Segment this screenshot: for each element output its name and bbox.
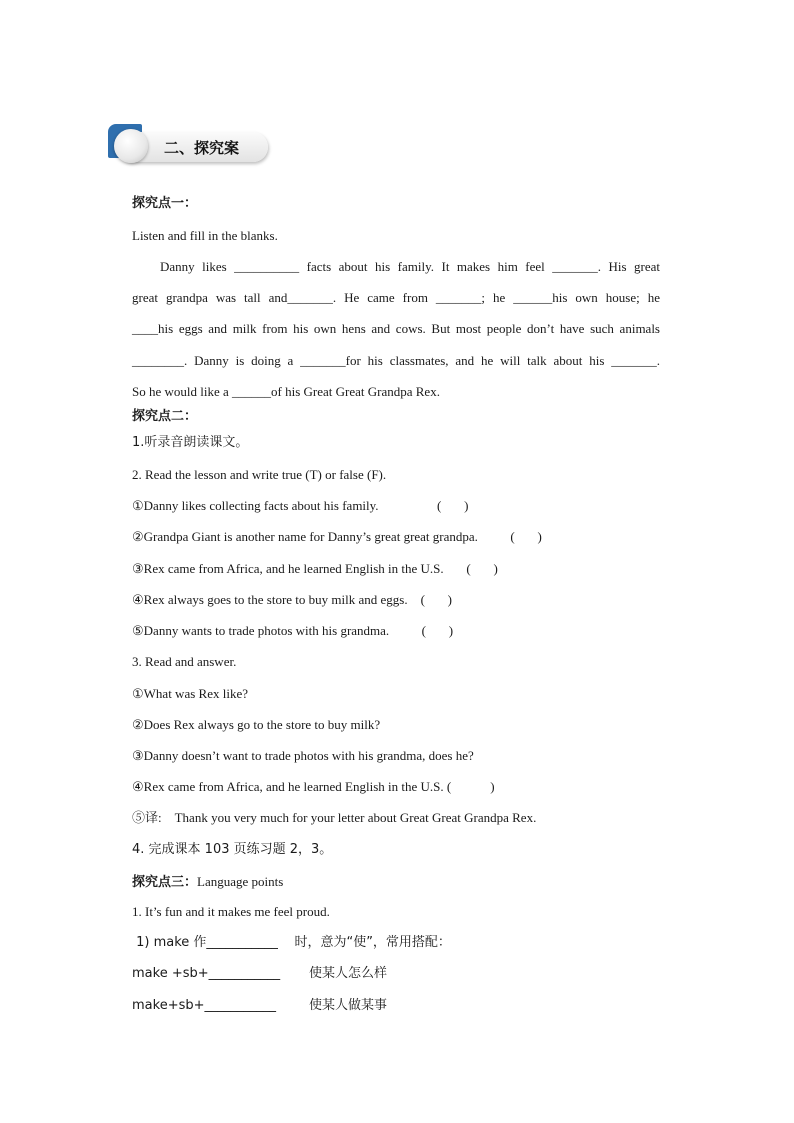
qa-item-5-translate: ⑤译: Thank you very much for your letter about Great Great Grandpa Rex. [132, 810, 537, 825]
inquiry-point-3-heading: 探究点三： [132, 875, 198, 890]
cloze-line-4: ________. Danny is doing a _______for his classmates, and he will talk about his _______. [132, 353, 660, 368]
make-pattern-2: make+sb+___________ 使某人做某事 [132, 998, 388, 1013]
make-pattern-1: make +sb+___________ 使某人怎么样 [132, 966, 388, 981]
qa-item-3: ③Danny doesn’t want to trade photos with his grandma, does he? [132, 748, 474, 763]
cloze-line-3: ____his eggs and milk from his own hens and cows. But most people don’t have such animals [132, 321, 660, 336]
true-false-instruction: 2. Read the lesson and write true (T) or false (F). [132, 467, 387, 482]
section-title: 二、探究案 [164, 139, 240, 157]
cloze-line-5: So he would like a ______of his Great Great Grandpa Rex. [132, 384, 440, 399]
tf-item-3: ③Rex came from Africa, and he learned English in the U.S. ( ) [132, 561, 498, 576]
tf-item-4: ④Rex always goes to the store to buy milk and eggs. ( ) [132, 592, 452, 607]
qa-item-4: ④Rex came from Africa, and he learned English in the U.S. ( ) [132, 779, 495, 794]
cloze-line-1: Danny likes __________ facts about his family. It makes him feel _______. His great [160, 259, 660, 274]
tf-item-1: ①Danny likes collecting facts about his family. ( ) [132, 498, 469, 513]
badge-circle-icon [114, 129, 148, 163]
qa-item-2: ②Does Rex always go to the store to buy milk? [132, 717, 381, 732]
tf-item-5: ⑤Danny wants to trade photos with his grandma. ( ) [132, 623, 454, 638]
inquiry-point-1-heading: 探究点一： [132, 196, 198, 211]
section-header-badge [108, 124, 262, 166]
listen-instruction: Listen and fill in the blanks. [132, 228, 278, 243]
read-aloud-item: 1.听录音朗读课文。 [132, 435, 249, 450]
make-usage-note: 1) make 作___________ 时，意为“使”，常用搭配： [132, 935, 451, 950]
cloze-line-2: great grandpa was tall and_______. He came from _______; he ______his own house; he [132, 290, 660, 305]
tf-item-2: ②Grandpa Giant is another name for Danny’s great great grandpa. ( ) [132, 529, 542, 544]
read-answer-instruction: 3. Read and answer. [132, 654, 237, 669]
inquiry-point-2-heading: 探究点二： [132, 409, 198, 424]
inquiry-point-3-heading-row [132, 874, 283, 891]
textbook-exercise-item: 4. 完成课本 103 页练习题 2，3。 [132, 842, 333, 857]
language-point-sentence: 1. It’s fun and it makes me feel proud. [132, 904, 330, 919]
qa-item-1: ①What was Rex like? [132, 686, 248, 701]
language-points-label: Language points [197, 874, 284, 889]
